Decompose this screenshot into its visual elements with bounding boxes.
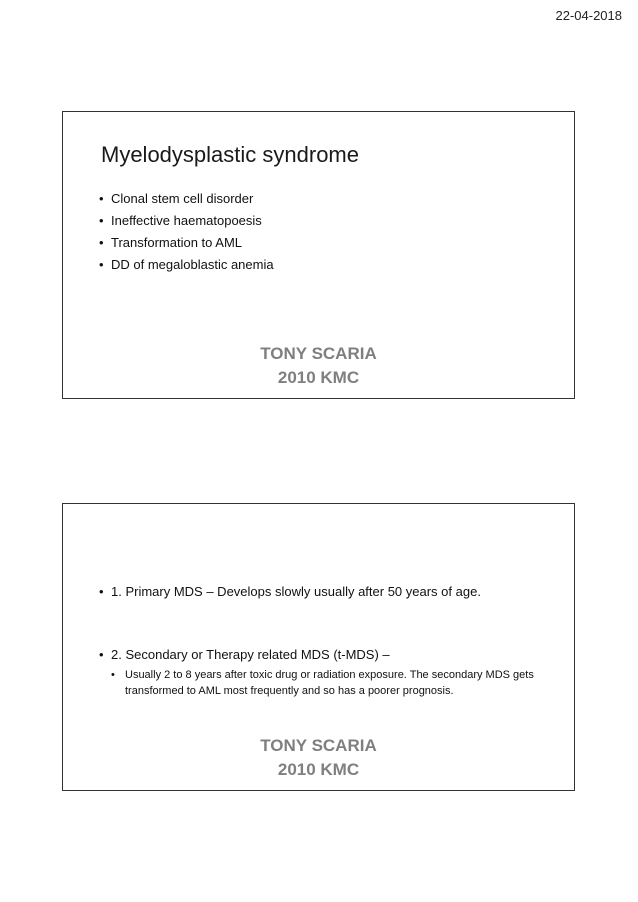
slide-title: Myelodysplastic syndrome [101, 142, 359, 167]
bullet-text: 1. Primary MDS – Develops slowly usually after 50 years of age. [111, 584, 481, 599]
sub-list-item [111, 667, 551, 699]
bullet-list [99, 188, 274, 276]
bullet-icon: • [111, 669, 115, 681]
list-item [99, 188, 274, 210]
bullet-text: Transformation to AML [111, 235, 243, 250]
page-date: 22-04-2018 [555, 8, 622, 23]
slide-2 [62, 503, 575, 791]
author-watermark [63, 342, 574, 390]
bullet-icon: • [99, 584, 104, 599]
list-item [99, 210, 274, 232]
bullet-text: Clonal stem cell disorder [111, 191, 254, 206]
list-item [99, 584, 481, 599]
author-watermark [63, 734, 574, 782]
sub-bullet-text: Usually 2 to 8 years after toxic drug or radiation exposure. The secondary MDS gets transformed to AML most frequently and so has a poorer prognosis. [125, 669, 534, 697]
bullet-text: 2. Secondary or Therapy related MDS (t-MDS) – [111, 647, 390, 662]
watermark-name: TONY SCARIA [260, 736, 377, 755]
bullet-icon: • [99, 213, 104, 228]
bullet-icon: • [99, 235, 104, 250]
list-item [99, 647, 390, 662]
bullet-text: Ineffective haematopoesis [111, 213, 262, 228]
slide-1 [62, 111, 575, 399]
bullet-icon: • [99, 647, 104, 662]
bullet-icon: • [99, 191, 104, 206]
list-item [99, 232, 274, 254]
bullet-icon: • [99, 257, 104, 272]
bullet-text: DD of megaloblastic anemia [111, 257, 274, 272]
watermark-name: TONY SCARIA [260, 344, 377, 363]
watermark-batch: 2010 KMC [277, 760, 360, 779]
watermark-batch: 2010 KMC [277, 368, 360, 387]
list-item [99, 254, 274, 276]
